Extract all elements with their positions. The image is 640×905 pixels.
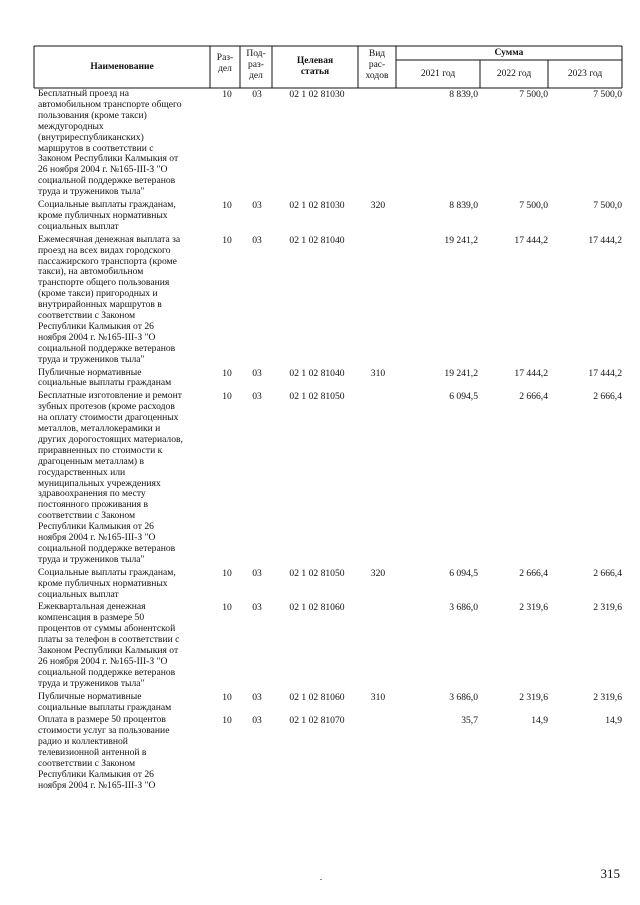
row-podrazdel: 03	[252, 691, 262, 703]
row-name-line: ноября 2004 г. №165-III-З "О	[38, 532, 156, 544]
header-podrazdel-line: раз-	[248, 60, 264, 70]
row-name-line: (внутриреспубликанских)	[38, 131, 144, 143]
row-sum-2023: 2 666,4	[593, 567, 622, 579]
row-name-line: проезд на всех видах городского	[38, 244, 171, 256]
row-name-line: Республики Калмыкия от 26	[38, 768, 154, 780]
row-name-line: соответствии с Законом	[38, 310, 136, 322]
row-sum-2023: 2 319,6	[593, 602, 622, 614]
row-name-line: труда и тружеников тыла"	[38, 186, 145, 198]
header-podrazdel-line: дел	[249, 71, 263, 81]
row-name-line: ноября 2004 г. №165-III-З "О	[38, 331, 156, 343]
row-name-line: пользования (кроме такси)	[38, 109, 147, 121]
row-sum-2022: 17 444,2	[514, 234, 548, 246]
row-razdel: 10	[222, 715, 232, 727]
row-razdel: 10	[222, 691, 232, 703]
row-name-line: социальные выплаты гражданам	[38, 701, 172, 713]
header-year-2021: 2021 год	[420, 69, 456, 79]
row-name-line: труда и тружеников тыла"	[38, 353, 145, 365]
row-sum-2023: 17 444,2	[588, 367, 622, 379]
row-name-line: социальных выплат	[38, 220, 119, 232]
header-summa: Сумма	[494, 48, 524, 58]
row-name-line: Бесплатный проезд на	[38, 88, 130, 99]
row-podrazdel: 03	[252, 234, 262, 246]
row-podrazdel: 03	[252, 200, 262, 211]
header-podrazdel-line: Под-	[246, 49, 266, 59]
row-name	[38, 200, 210, 233]
row-name-line: такси), на автомобильном	[38, 266, 144, 278]
row-name-line: маршрутов в соответствии с	[38, 142, 154, 154]
row-celevaya-statya: 02 1 02 81040	[289, 367, 345, 379]
row-sum-2021: 8 839,0	[449, 200, 478, 211]
row-name-line: автомобильном транспорте общего	[38, 98, 182, 110]
header-celevaya	[272, 56, 358, 78]
row-name	[38, 568, 210, 601]
row-razdel: 10	[222, 367, 232, 379]
row-sum-2021: 35,7	[461, 715, 478, 727]
row-name-line: пассажирского транспорта (кроме	[38, 255, 177, 267]
header-vid-line: Вид	[368, 49, 386, 59]
row-name	[38, 391, 210, 566]
header-year-2023: 2023 год	[567, 69, 603, 79]
row-name-line: Законом Республики Калмыкия от	[38, 645, 179, 657]
header-year-2022: 2022 год	[496, 69, 532, 79]
row-name-line: труда и тружеников тыла"	[38, 677, 145, 689]
row-name-line: Ежеквартальная денежная	[38, 601, 146, 613]
row-name-line: платы за телефон в соответствии с	[38, 634, 180, 646]
row-name-line: Социальные выплаты гражданам,	[38, 199, 176, 210]
row-name	[38, 89, 210, 198]
row-name-line: кроме публичных нормативных	[38, 209, 168, 221]
header-vid-line: ходов	[365, 71, 389, 81]
row-name-line: ноября 2004 г. №165-III-З "О	[38, 779, 156, 791]
row-name-line: телевизионной антенной в	[38, 747, 147, 759]
row-celevaya-statya: 02 1 02 81040	[289, 234, 345, 246]
row-sum-2023: 14,9	[605, 715, 622, 727]
row-sum-2021: 19 241,2	[444, 234, 478, 246]
row-sum-2022: 2 319,6	[519, 602, 548, 614]
row-celevaya-statya: 02 1 02 81030	[289, 89, 345, 100]
row-name	[38, 692, 210, 714]
row-podrazdel: 03	[252, 367, 262, 379]
row-sum-2021: 3 686,0	[449, 602, 478, 614]
row-name-line: социальной поддержке ветеранов	[38, 175, 176, 187]
row-celevaya-statya: 02 1 02 81050	[289, 567, 345, 579]
row-vid-rashodov: 310	[370, 367, 386, 379]
row-sum-2023: 7 500,0	[593, 200, 622, 211]
row-vid-rashodov: 310	[370, 691, 386, 703]
row-name	[38, 368, 210, 390]
row-name-line: социальной поддержке ветеранов	[38, 342, 176, 354]
row-name-line: социальной поддержке ветеранов	[38, 666, 176, 678]
row-name-line: Публичные нормативные	[38, 366, 142, 378]
row-sum-2022: 17 444,2	[514, 367, 548, 379]
row-name-line: муниципальных учреждениях	[38, 477, 161, 489]
row-sum-2022: 2 666,4	[519, 567, 548, 579]
row-sum-2023: 2 319,6	[593, 691, 622, 703]
header-razdel-line: Раз-	[216, 53, 234, 63]
row-razdel: 10	[222, 234, 232, 246]
row-razdel: 10	[222, 200, 232, 211]
row-celevaya-statya: 02 1 02 81050	[289, 391, 345, 403]
row-name-line: транспорте общего пользования	[38, 277, 170, 289]
row-name-line: Публичные нормативные	[38, 690, 142, 702]
row-name-line: социальных выплат	[38, 588, 119, 600]
row-name-line: междугородных	[38, 120, 104, 132]
row-name-line: драгоценным металлам) в	[38, 455, 145, 467]
row-name-line: соответствии с Законом	[38, 758, 136, 770]
header-vid	[358, 49, 396, 82]
row-podrazdel: 03	[252, 715, 262, 727]
row-sum-2023: 17 444,2	[588, 234, 622, 246]
row-celevaya-statya: 02 1 02 81060	[289, 602, 345, 614]
row-name-line: Республики Калмыкия от 26	[38, 521, 154, 533]
scan-speck	[320, 879, 322, 880]
row-name-line: Ежемесячная денежная выплата за	[38, 233, 181, 245]
row-sum-2021: 3 686,0	[449, 691, 478, 703]
row-podrazdel: 03	[252, 602, 262, 614]
row-name-line: Социальные выплаты гражданам,	[38, 566, 176, 578]
row-sum-2023: 7 500,0	[593, 89, 622, 100]
header-celevaya-line: Целевая	[296, 56, 334, 66]
row-name-line: радио и коллективной	[38, 736, 128, 748]
row-podrazdel: 03	[252, 391, 262, 403]
row-vid-rashodov: 320	[370, 200, 386, 211]
header-razdel-line: дел	[218, 64, 232, 74]
row-podrazdel: 03	[252, 89, 262, 100]
row-name-line: Бесплатные изготовление и ремонт	[38, 390, 182, 402]
row-vid-rashodov: 320	[370, 567, 386, 579]
row-name-line: на оплату стоимости драгоценных	[38, 412, 179, 424]
row-sum-2021: 6 094,5	[449, 391, 478, 403]
row-name-line: социальной поддержке ветеранов	[38, 542, 176, 554]
row-sum-2021: 19 241,2	[444, 367, 478, 379]
row-name-line: стоимости услуг за пользование	[38, 725, 170, 737]
row-sum-2022: 7 500,0	[519, 200, 548, 211]
row-sum-2022: 14,9	[531, 715, 548, 727]
header-name: Наименование	[90, 62, 154, 72]
row-name-line: металлов, металлокерамики и	[38, 423, 161, 435]
row-name-line: государственных или	[38, 466, 126, 478]
row-name-line: приравненных по стоимости к	[38, 444, 163, 456]
row-name-line: здравоохранения по месту	[38, 488, 146, 500]
row-razdel: 10	[222, 89, 232, 100]
page-number: 315	[600, 866, 620, 881]
row-name-line: 26 ноября 2004 г. №165-III-З "О	[38, 164, 168, 176]
row-name-line: 26 ноября 2004 г. №165-III-З "О	[38, 655, 168, 667]
row-name-line: процентов от суммы абонентской	[38, 623, 176, 635]
row-razdel: 10	[222, 391, 232, 403]
header-razdel	[210, 53, 240, 75]
row-razdel: 10	[222, 602, 232, 614]
row-name	[38, 235, 210, 366]
header-celevaya-line: статья	[300, 67, 330, 77]
row-name	[38, 602, 210, 689]
row-sum-2021: 8 839,0	[449, 89, 478, 100]
row-celevaya-statya: 02 1 02 81060	[289, 691, 345, 703]
row-name-line: других дорогостоящих материалов,	[38, 433, 183, 445]
row-celevaya-statya: 02 1 02 81030	[289, 200, 345, 211]
row-celevaya-statya: 02 1 02 81070	[289, 715, 345, 727]
row-razdel: 10	[222, 567, 232, 579]
row-name-line: компенсация в размере 50	[38, 612, 145, 624]
row-sum-2023: 2 666,4	[593, 391, 622, 403]
row-name-line: зубных протезов (кроме расходов	[38, 401, 175, 413]
row-sum-2022: 2 319,6	[519, 691, 548, 703]
row-sum-2022: 2 666,4	[519, 391, 548, 403]
row-name-line: (кроме такси) пригородных и	[38, 288, 158, 300]
row-name-line: труда и тружеников тыла"	[38, 553, 145, 565]
row-name-line: социальные выплаты гражданам	[38, 377, 172, 389]
row-name-line: внутрирайонных маршрутов в	[38, 299, 162, 311]
row-sum-2021: 6 094,5	[449, 567, 478, 579]
header-podrazdel	[240, 49, 272, 82]
row-name	[38, 715, 210, 791]
row-name-line: Законом Республики Калмыкия от	[38, 153, 179, 165]
header-vid-line: рас-	[368, 60, 386, 70]
row-name-line: соответствии с Законом	[38, 510, 136, 522]
row-podrazdel: 03	[252, 567, 262, 579]
row-name-line: Республики Калмыкия от 26	[38, 320, 154, 332]
row-name-line: кроме публичных нормативных	[38, 577, 168, 589]
row-name-line: постоянного проживания в	[38, 499, 148, 511]
row-sum-2022: 7 500,0	[519, 89, 548, 100]
row-name-line: Оплата в размере 50 процентов	[38, 714, 166, 726]
